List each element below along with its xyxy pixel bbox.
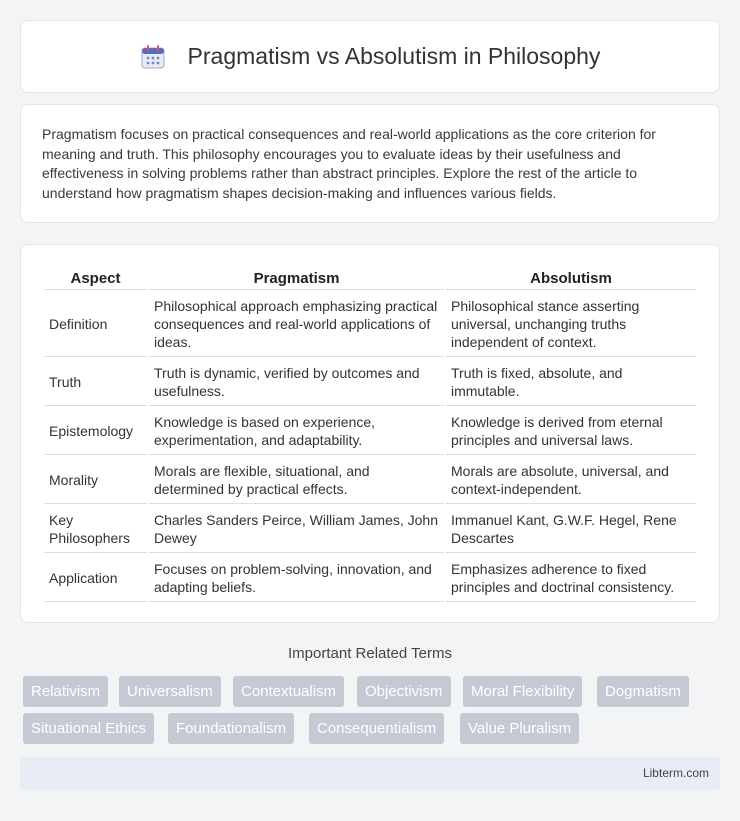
- absolutism-cell: Truth is fixed, absolute, and immutable.: [446, 359, 696, 406]
- pragmatism-cell: Morals are flexible, situational, and determined by practical effects.: [149, 457, 444, 504]
- absolutism-cell: Immanuel Kant, G.W.F. Hegel, Rene Descartes: [446, 506, 696, 553]
- table-row: [44, 457, 696, 504]
- table-row: [44, 292, 696, 357]
- tag-contextualism[interactable]: Contextualism: [233, 676, 344, 707]
- related-terms-title: Important Related Terms: [288, 645, 452, 662]
- tag-situational-ethics[interactable]: Situational Ethics: [23, 713, 154, 744]
- aspect-cell: Morality: [44, 457, 147, 504]
- aspect-cell: Epistemology: [44, 408, 147, 455]
- pragmatism-cell: Focuses on problem-solving, innovation, and adapting beliefs.: [149, 555, 444, 602]
- table-row: [44, 555, 696, 602]
- absolutism-cell: Philosophical stance asserting universal, unchanging truths independent of context.: [446, 292, 696, 357]
- comparison-table: [42, 265, 698, 604]
- intro-text: Pragmatism focuses on practical consequences and real-world applications as the core criterion for meaning and truth. This philosophy encourages you to evaluate ideas by their usefulness and effectiveness in solving problems rather than abstract principles. Explore the rest of the article to understand how pragmatism shapes decision-making and influences various fields.: [42, 126, 656, 201]
- header-aspect: Aspect: [44, 267, 147, 290]
- absolutism-cell: Morals are absolute, universal, and context-independent.: [446, 457, 696, 504]
- tag-relativism[interactable]: Relativism: [23, 676, 108, 707]
- tag-moral-flexibility[interactable]: Moral Flexibility: [463, 676, 582, 707]
- pragmatism-cell: Charles Sanders Peirce, William James, John Dewey: [149, 506, 444, 553]
- footer: [20, 757, 720, 790]
- comparison-card: [20, 244, 720, 623]
- aspect-cell: Definition: [44, 292, 147, 357]
- tag-value-pluralism[interactable]: Value Pluralism: [460, 713, 579, 744]
- pragmatism-cell: Philosophical approach emphasizing practical consequences and real-world applications of ideas.: [149, 292, 444, 357]
- footer-site-link[interactable]: Libterm.com: [642, 766, 709, 780]
- table-row: [44, 359, 696, 406]
- aspect-cell: Key Philosophers: [44, 506, 147, 553]
- table-row: [44, 506, 696, 553]
- aspect-cell: Application: [44, 555, 147, 602]
- table-row: [44, 408, 696, 455]
- pragmatism-cell: Knowledge is based on experience, experimentation, and adaptability.: [149, 408, 444, 455]
- calendar-icon: [140, 44, 166, 70]
- tag-dogmatism[interactable]: Dogmatism: [597, 676, 689, 707]
- absolutism-cell: Emphasizes adherence to fixed principles and doctrinal consistency.: [446, 555, 696, 602]
- header-pragmatism: Pragmatism: [149, 267, 444, 290]
- header-card: [20, 20, 720, 93]
- tag-universalism[interactable]: Universalism: [119, 676, 221, 707]
- absolutism-cell: Knowledge is derived from eternal principles and universal laws.: [446, 408, 696, 455]
- header-absolutism: Absolutism: [446, 267, 696, 290]
- page-title: Pragmatism vs Absolutism in Philosophy: [187, 43, 601, 69]
- intro-card: [20, 104, 720, 223]
- tag-objectivism[interactable]: Objectivism: [357, 676, 451, 707]
- table-header-row: [44, 267, 696, 290]
- tag-foundationalism[interactable]: Foundationalism: [168, 713, 294, 744]
- tag-consequentialism[interactable]: Consequentialism: [309, 713, 444, 744]
- aspect-cell: Truth: [44, 359, 147, 406]
- pragmatism-cell: Truth is dynamic, verified by outcomes and usefulness.: [149, 359, 444, 406]
